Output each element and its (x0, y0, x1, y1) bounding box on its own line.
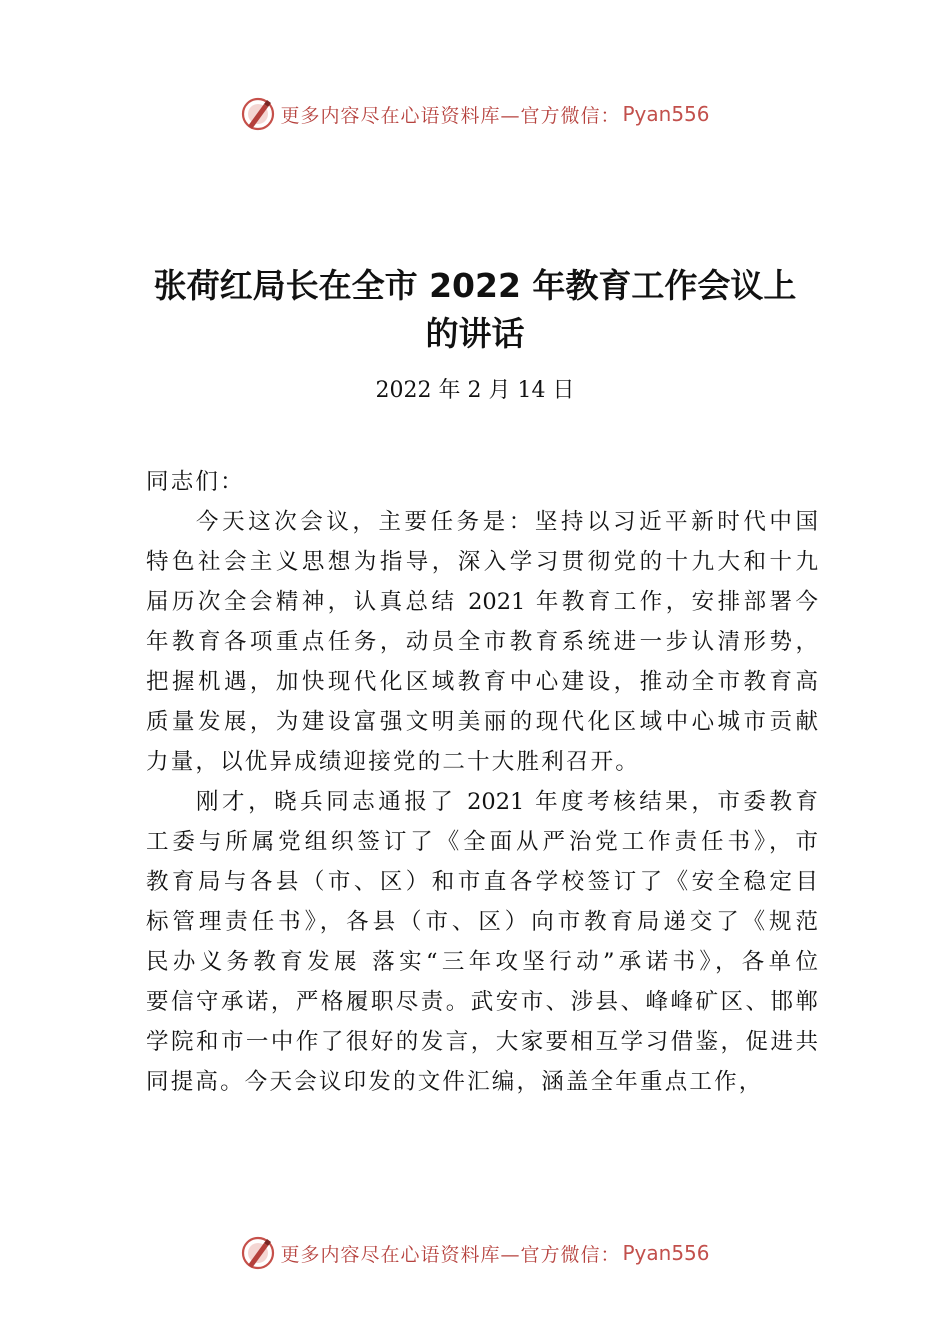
body-line: 特色社会主义思想为指导，深入学习贯彻党的十九大和十九 (146, 549, 818, 575)
body-line: 今天这次会议，主要任务是：坚持以习近平新时代中国 (196, 509, 818, 535)
footer-watermark (0, 1233, 950, 1273)
document-title (100, 262, 850, 358)
body-line: 标管理责任书》，各县（市、区）向市教育局递交了《规范 (146, 909, 818, 935)
body-line: 要信守承诺，严格履职尽责。武安市、涉县、峰峰矿区、邯郸 (146, 989, 818, 1015)
body-line: 年教育各项重点任务，动员全市教育系统进一步认清形势， (146, 629, 818, 655)
body-line: 教育局与各县（市、区）和市直各学校签订了《安全稳定目 (146, 869, 818, 895)
watermark-text: 更多内容尽在心语资料库—官方微信： (280, 1243, 621, 1266)
salutation: 同志们： (146, 469, 245, 495)
body-line: 届历次全会精神，认真总结 2021 年教育工作，安排部署今 (146, 589, 818, 615)
body-line: 把握机遇，加快现代化区域教育中心建设，推动全市教育高 (146, 669, 818, 695)
title-line-1: 张荷红局长在全市 2022 年教育工作会议上 (153, 266, 797, 305)
body-line: 力量，以优异成绩迎接党的二十大胜利召开。 (146, 749, 641, 775)
watermark-text: 更多内容尽在心语资料库—官方微信： (280, 104, 621, 127)
watermark-wechat-id: Pyan556 (622, 1241, 710, 1265)
body-line: 刚才，晓兵同志通报了 2021 年度考核结果，市委教育 (196, 789, 818, 815)
watermark-wechat-id: Pyan556 (622, 102, 710, 126)
document-date: 2022 年 2 月 14 日 (375, 378, 575, 403)
header-watermark (0, 94, 950, 134)
pen-logo-icon (240, 96, 276, 132)
body-line: 同提高。今天会议印发的文件汇编，涵盖全年重点工作， (146, 1069, 764, 1095)
body-line: 学院和市一中作了很好的发言，大家要相互学习借鉴，促进共 (146, 1029, 818, 1055)
body-line: 工委与所属党组织签订了《全面从严治党工作责任书》，市 (146, 829, 818, 855)
document-body (146, 462, 826, 1102)
body-line: 质量发展，为建设富强文明美丽的现代化区域中心城市贡献 (146, 709, 818, 735)
pen-logo-icon (240, 1235, 276, 1271)
title-line-2: 的讲话 (425, 314, 525, 353)
body-line: 民办义务教育发展 落实“三年攻坚行动”承诺书》，各单位 (146, 949, 818, 975)
